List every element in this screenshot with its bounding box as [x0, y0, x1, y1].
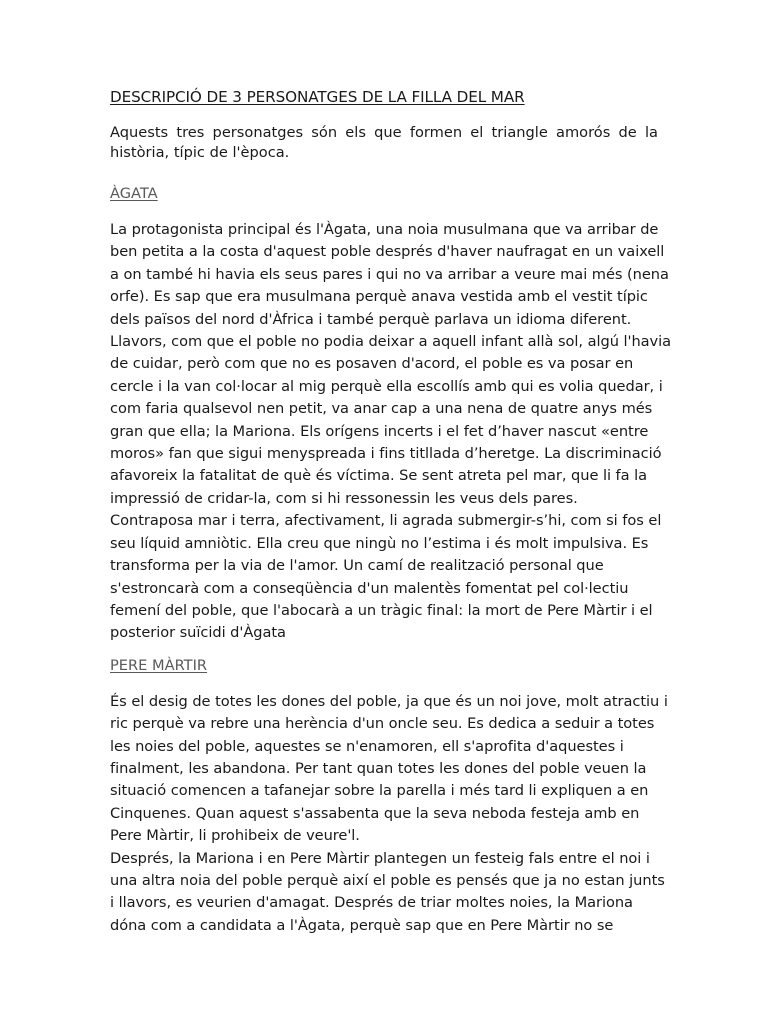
text-line: La protagonista principal és l'Àgata, una noia musulmana que va arribar de	[110, 221, 659, 238]
text-line: posterior suïcidi d'Àgata	[110, 624, 286, 642]
text-line: ben petita a la costa d'aquest poble després d'haver naufragat en un vaixell	[110, 243, 665, 261]
text-line: i llavors, es veurien d'amagat. Després de triar moltes noies, la Mariona	[110, 894, 633, 912]
text-line: una altra noia del poble perquè així el poble es pensés que ja no estan junts	[110, 871, 665, 889]
section-body-pere-martir	[110, 691, 668, 937]
text-line: gran que ella; la Mariona. Els orígens incerts i el fet d’haver nascut «entre	[110, 422, 649, 440]
intro-paragraph: Aquests tres personatges són els que formen el triangle amorós de la història, típic de l'època.	[110, 124, 658, 161]
text-line: dóna com a candidata a l'Àgata, perquè sap que en Pere Màrtir no se	[110, 916, 614, 934]
text-line: Llavors, com que el poble no podia deixar a aquell infant allà sol, algú l'havia	[110, 333, 672, 351]
text-line: Després, la Mariona i en Pere Màrtir plantegen un festeig fals entre el noi i	[110, 849, 650, 867]
document-page	[110, 86, 672, 937]
section-heading-agata: ÀGATA	[110, 185, 158, 202]
text-line: impressió de cridar-la, com si hi ressonessin les veus dels pares.	[110, 489, 578, 507]
text-line: dels països del nord d'Àfrica i també perquè parlava un idioma diferent.	[110, 310, 632, 328]
text-line: situació comencen a tafanejar sobre la parella i més tard li expliquen a en	[110, 782, 649, 800]
text-line: finalment, les abandona. Per tant quan totes les dones del poble veuen la	[110, 759, 647, 777]
text-line: orfe). Es sap que era musulmana perquè anava vestida amb el vestit típic	[110, 288, 648, 306]
text-line: seu líquid amniòtic. Ella creu que ningù no l’estima i és molt impulsiva. Es	[110, 534, 649, 552]
section-body-agata	[110, 219, 672, 645]
section-heading-pere-martir: PERE MÀRTIR	[110, 656, 208, 674]
text-line: És el desig de totes les dones del poble, ja que és un noi jove, molt atractiu i	[110, 692, 668, 710]
text-line: les noies del poble, aquestes se n'enamoren, ell s'aprofita d'aquestes i	[110, 737, 624, 755]
text-line: Cinquenes. Quan aquest s'assabenta que la seva neboda festeja amb en	[110, 804, 640, 822]
document-title: DESCRIPCIÓ DE 3 PERSONATGES DE LA FILLA DEL MAR	[110, 88, 525, 106]
text-line: com faria qualsevol nen petit, va anar cap a una nena de quatre anys més	[110, 400, 653, 418]
text-line: a on també hi havia els seus pares i qui no va arribar a veure mai més (nena	[110, 265, 669, 283]
text-line: de cuidar, però com que no es posaven d'acord, el poble es va posar en	[110, 355, 634, 373]
text-line: Pere Màrtir, li prohibeix de veure'l.	[110, 827, 360, 845]
text-line: transforma per la via de l'amor. Un camí de realització personal que	[110, 557, 604, 575]
text-line: afavoreix la fatalitat de què és víctima. Se sent atreta pel mar, que li fa la	[110, 467, 648, 485]
text-line: ric perquè va rebre una herència d'un oncle seu. Es dedica a seduir a totes	[110, 715, 655, 733]
text-line: cercle i la van col·locar al mig perquè ella escollís amb qui es volia quedar, i	[110, 377, 663, 395]
text-line: Contraposa mar i terra, afectivament, li agrada submergir-s’hi, com si fos el	[110, 512, 662, 530]
text-line: s'estroncarà com a conseqüència d'un malentès fomentat pel col·lectiu	[110, 579, 629, 597]
text-line: moros» fan que sigui menyspreada i fins titllada d’heretge. La discriminació	[110, 445, 662, 463]
text-line: femení del poble, que l'abocarà a un tràgic final: la mort de Pere Màrtir i el	[110, 601, 653, 619]
